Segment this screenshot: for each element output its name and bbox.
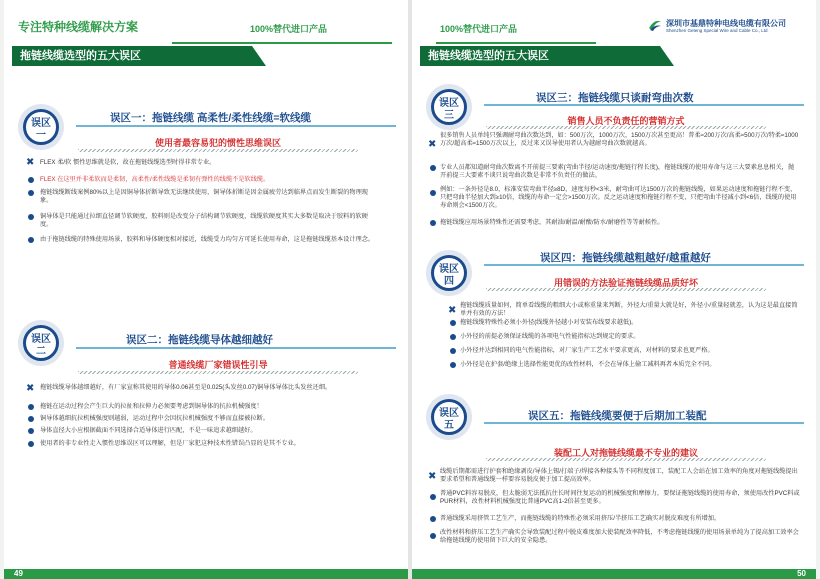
section-title: 误区四：拖链线缆越粗越好/越重越好: [540, 252, 711, 264]
page-number: 50: [797, 569, 806, 578]
left-header: [12, 14, 400, 38]
section-title: 误区五：拖链线缆要便于后期加工装配: [528, 410, 707, 422]
bullet-dot: [28, 428, 34, 434]
page-banner: 拖链线缆选型的五大误区: [420, 46, 660, 66]
list-item: FLEX 在这里并非柔软而是柔韧，高柔性/柔性线缆是柔韧有弹性的线缆不是软线缆。: [40, 176, 270, 183]
myth-badge: [431, 255, 467, 291]
list-item: 铜导体越细抗拉机械强度则越弱，运动过程中会因抗拉机械强度不够而直接被拉断。: [40, 415, 269, 422]
bullet-dot: [430, 220, 436, 226]
title-rule: [484, 264, 804, 266]
bullet-dot: [430, 494, 436, 500]
badge-number: 四: [444, 276, 454, 287]
section-myth-2: [18, 318, 396, 498]
list-item: 线缆后期都需进行护套和绝缘剥皮/导体上锡/打端子/焊接各种接头等不同程度加工，装配工人会站在加工效率的角度对拖链线缆提出要求希望和普通线缆一样要容易脱皮便于加工提高效率。: [440, 468, 798, 483]
list-item: 小外径并达到相同的电气性能指标，对厂家生产工艺水平要求更高，对材料的要求也更严格。: [460, 347, 714, 354]
list-item: 使用者的非专业性走入惯性思维误区可以理解，但是厂家犯这种技术性错误凸显的是其不专业。: [40, 440, 300, 447]
section-title: 误区一：拖链线缆 高柔性/柔性线缆=软线缆: [110, 112, 311, 124]
cross-icon: ✖: [26, 157, 35, 168]
hatch-divider: [486, 126, 766, 129]
list-item: 拖链线缆质量如何，简单看线缆的粗细大小或称重量来判断，外径大/重量大就是好，外径小/重量轻就差，认为这是最直接简单并有效的方法！: [460, 302, 798, 317]
section-subtitle: 销售人员不负责任的营销方式: [567, 116, 685, 126]
hatch-divider: [78, 371, 358, 374]
bullet-dot: [28, 177, 34, 183]
list-item: 例如：一条外径是8.0，标准安装弯曲半径≥8D，速度每秒<3米，耐弯曲可达1500万次的拖链线缆，如果运动速度和拖链行程不变，只把弯曲半径加大到≥10倍，线缆的寿命一定会>1500万次。反之运动速度和拖链行程不变，只把弯曲半径减小到<6倍，线缆的使用寿命则会<1500万次。: [440, 186, 797, 209]
title-rule: [484, 104, 804, 106]
bullet-dot: [430, 516, 436, 522]
hatch-divider: [486, 288, 766, 291]
page-number: 49: [14, 569, 23, 578]
myth-badge: [23, 109, 59, 145]
bullet-dot: [28, 441, 34, 447]
right-page: [412, 0, 816, 579]
badge-number: 二: [36, 346, 46, 357]
footer-bar: [412, 569, 816, 579]
company-name-en: Shenzhen Geteng Special Wire and Cable Co., Ltd: [666, 28, 768, 33]
title-rule: [76, 347, 396, 349]
badge-label: 误区: [31, 334, 51, 345]
section-subtitle: 用错误的方法验证拖链线缆品质好坏: [553, 278, 698, 288]
company-name-cn: 深圳市基鼎特种电线电缆有限公司: [666, 19, 786, 28]
badge-label: 误区: [31, 118, 51, 129]
list-item: 拖链线缆导体越细越好，有厂家宣称其使用的导体0.06甚至是0.025(头发丝0.07)铜导体导体比头发丝还细。: [40, 384, 332, 391]
badge-number: 三: [444, 110, 454, 121]
cross-icon: ✖: [26, 383, 35, 394]
bullet-dot: [28, 214, 34, 220]
myth-badge: [431, 89, 467, 125]
list-item: FLEX 柔/软 惯性思维就是软，故在拖链线缆选型时得非常专业。: [40, 159, 216, 166]
cross-icon: ✖: [448, 305, 457, 316]
badge-label: 误区: [439, 264, 459, 275]
badge-label: 误区: [439, 408, 459, 419]
title-rule: [76, 125, 396, 127]
cross-icon: ✖: [428, 139, 437, 150]
bullet-dot: [450, 334, 456, 340]
bullet-dot: [28, 404, 34, 410]
list-item: 拖链在运动过程会产生巨大的拉扯和拉伸力必须要考虑到铜导体的抗拉机械强度！: [40, 403, 263, 410]
page-banner: 拖链线缆选型的五大误区: [12, 46, 252, 66]
list-item: 很多销售人员单纯只强调耐弯曲次数达到，如：500万次，1000万次，1500万次甚至更高！普柔≈200万次/高柔≈500万次/特柔≈1000万次/超高柔≈1500万次以上，反过来又误导使用者认为越耐弯曲次数就越高。: [440, 132, 799, 147]
section-subtitle: 使用者最容易犯的惯性思维误区: [154, 138, 281, 148]
right-header: [420, 14, 808, 38]
bullet-dot: [450, 348, 456, 354]
company-logo-icon: [648, 18, 662, 32]
cross-icon: ✖: [428, 471, 437, 482]
list-item: 专业人员都知道耐弯曲次数离不开前提三要素(弯曲半径/运动速度/拖链行程长度)，拖链线缆的使用寿命与这三大要素息息相关，抛开前提三大要素不谈只说弯曲次数是非常不负责任的做法。: [440, 164, 795, 179]
title-rule: [484, 422, 804, 424]
section-myth-4: [426, 244, 804, 380]
section-title: 误区三：拖链线缆只谈耐弯曲次数: [536, 92, 694, 104]
left-page: [4, 0, 408, 579]
section-myth-5: [426, 394, 804, 564]
hatch-divider: [78, 149, 358, 152]
header-tag: 100%替代进口产品: [250, 24, 328, 34]
list-item: 普通线缆采用挤管工艺生产，而拖链线缆的特殊性必须采用挤压/半挤压工艺确实对脱皮难度有所增加。: [440, 515, 721, 522]
bullet-dot: [450, 320, 456, 326]
list-item: 导体直径大小应根据截面不同选择合适导体进行匹配，不是一味追求越细越好。: [40, 427, 257, 434]
header-rule: [436, 42, 596, 44]
header-rule: [172, 42, 392, 44]
bullet-dot: [28, 190, 34, 196]
list-item: 普通PVC料容易脱皮，但太脆弱无法抵抗住长时间往复运动的机械强度和摩擦力，要保证拖链线缆的使用寿命，须使用改性PVC料或PUR材料，改性材料机械强度比普通PVC高1-2倍甚至更多。: [440, 490, 800, 505]
list-item: 由于拖链线缆的特殊使用场景，胶料和导体硬度相对接近，线缆受力均匀方可延长使用寿命，这是拖链线缆基本设计理念。: [40, 236, 375, 243]
badge-label: 误区: [439, 98, 459, 109]
list-item: 拖链线缆断线案例80%以上是因铜导体折断导致无法继续使用，铜导体折断是因金属疲劳达到临界点而发生断裂的物理现象。: [40, 189, 368, 204]
badge-number: 一: [36, 130, 46, 141]
myth-badge: [23, 325, 59, 361]
hatch-divider: [486, 458, 766, 461]
badge-number: 五: [444, 420, 454, 431]
list-item: 小外径的前提必须保证线缆的各项电气性能指标达到规定的要求。: [460, 333, 640, 340]
header-title: 专注特种线缆解决方案: [18, 20, 139, 34]
section-title: 误区二：拖链线缆导体越细越好: [126, 334, 273, 346]
bullet-dot: [430, 533, 436, 539]
section-myth-1: [18, 92, 396, 282]
bullet-dot: [430, 190, 436, 196]
header-tag: 100%替代进口产品: [440, 24, 518, 34]
bullet-dot: [450, 362, 456, 368]
bullet-dot: [430, 165, 436, 171]
bullet-dot: [28, 237, 34, 243]
section-subtitle: 装配工人对拖链线缆最不专业的建议: [553, 448, 698, 458]
myth-badge: [431, 399, 467, 435]
bullet-dot: [28, 416, 34, 422]
section-subtitle: 普通线缆厂家错误性引导: [168, 360, 268, 370]
footer-bar: [4, 569, 408, 579]
list-item: 拖链线缆应用场景特殊性还需要考虑，其耐油/耐温/耐酸/防水/耐磨性等等耐候性。: [440, 219, 664, 226]
list-item: 改性材料和挤压工艺生产确实会导致装配过程中脱皮难度加大使装配效率降低，不考虑拖链线缆的使用场景单纯为了提高加工效率会给拖链线缆的使用留下巨大的安全隐患。: [440, 529, 799, 544]
list-item: 拖链线缆特殊性必须小外径(线缆外径越小对安装布线要求越低)。: [460, 319, 638, 326]
list-item: 小外径是在护套/绝缘上选择性能更优的改性材料，不会在导体上偷工减料再者本质完全不同。: [460, 361, 716, 368]
section-myth-3: [426, 82, 804, 242]
list-item: 铜导体是只能通过拉细直径调节软硬度，胶料则是改变分子结构调节软硬度，线缆软硬度其实大多数是取决于胶料的软硬度。: [40, 213, 368, 228]
